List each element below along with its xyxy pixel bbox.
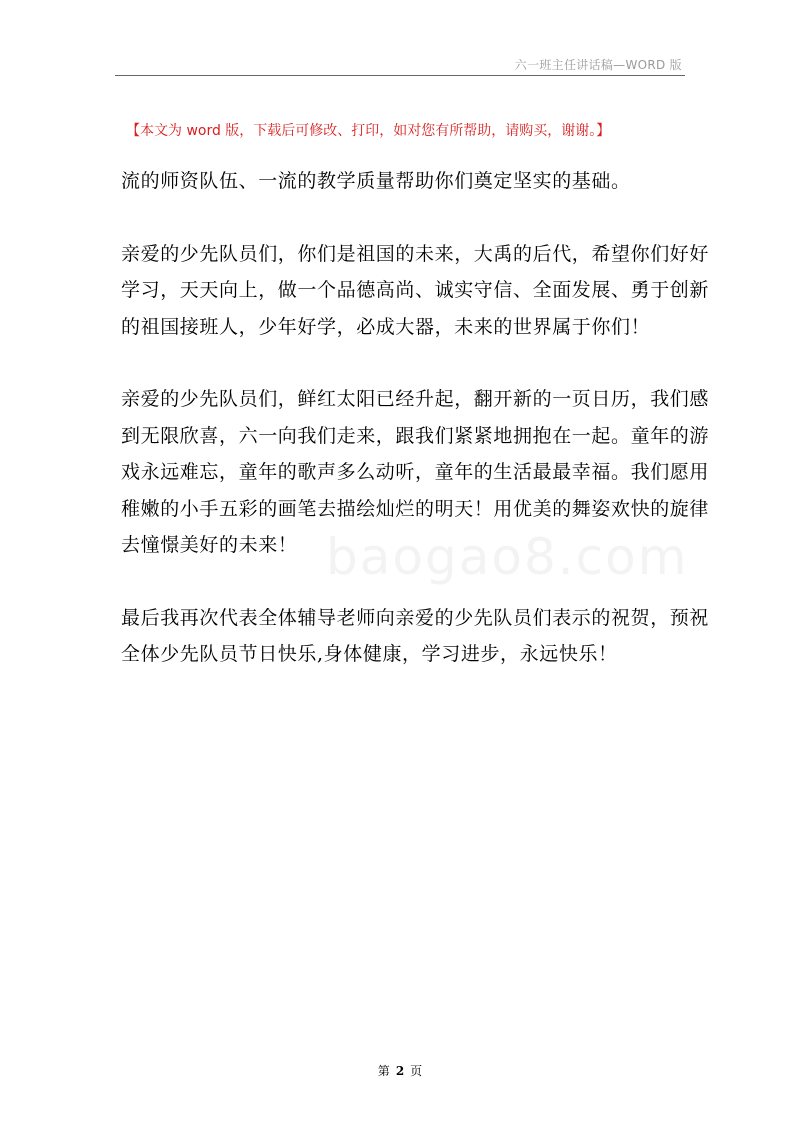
text-line: 稚嫩的小手五彩的画笔去描绘灿烂的明天！用优美的舞姿欢快的旋律 [121, 497, 710, 520]
purchase-notice: 【本文为 word 版，下载后可修改、打印，如对您有所帮助，请购买，谢谢。】 [126, 123, 611, 139]
text-line: 全体少先队员节日快乐,身体健康，学习进步，永远快乐！ [121, 643, 618, 665]
text-line: 亲爱的少先队员们，鲜红太阳已经升起，翻开新的一页日历，我们感 [121, 388, 710, 410]
text-line: 亲爱的少先队员们，你们是祖国的未来，大禹的后代，希望你们好好 [121, 242, 710, 265]
paragraph [121, 236, 710, 346]
watermark: baogao8.com [326, 528, 689, 586]
text-line: 去憧憬美好的未来！ [121, 534, 298, 556]
text-line: 的祖国接班人，少年好学，必成大器，未来的世界属于你们！ [121, 315, 651, 338]
paragraph [121, 163, 686, 200]
text-line: 学习，天天向上，做一个品德高尚、诚实守信、全面发展、勇于创新 [121, 279, 710, 301]
document-body [121, 163, 710, 709]
page-suffix: 页 [410, 1064, 423, 1078]
text-line: 流的师资队伍、一流的教学质量帮助你们奠定坚实的基础。 [121, 170, 631, 192]
header-title: 六一班主任讲话稿—WORD 版 [514, 58, 682, 72]
text-line: 戏永远难忘，童年的歌声多么动听，童年的生活最最幸福。我们愿用 [121, 461, 710, 483]
paragraph [121, 600, 710, 673]
page-number: 2 [395, 1064, 405, 1078]
text-line: 到无限欣喜，六一向我们走来，跟我们紧紧地拥抱在一起。童年的游 [121, 424, 710, 447]
header-divider [115, 75, 685, 76]
page-footer [0, 1062, 800, 1079]
page-prefix: 第 [377, 1064, 390, 1078]
text-line: 最后我再次代表全体辅导老师向亲爱的少先队员们表示的祝贺，预祝 [121, 606, 710, 629]
paragraph [121, 381, 710, 564]
